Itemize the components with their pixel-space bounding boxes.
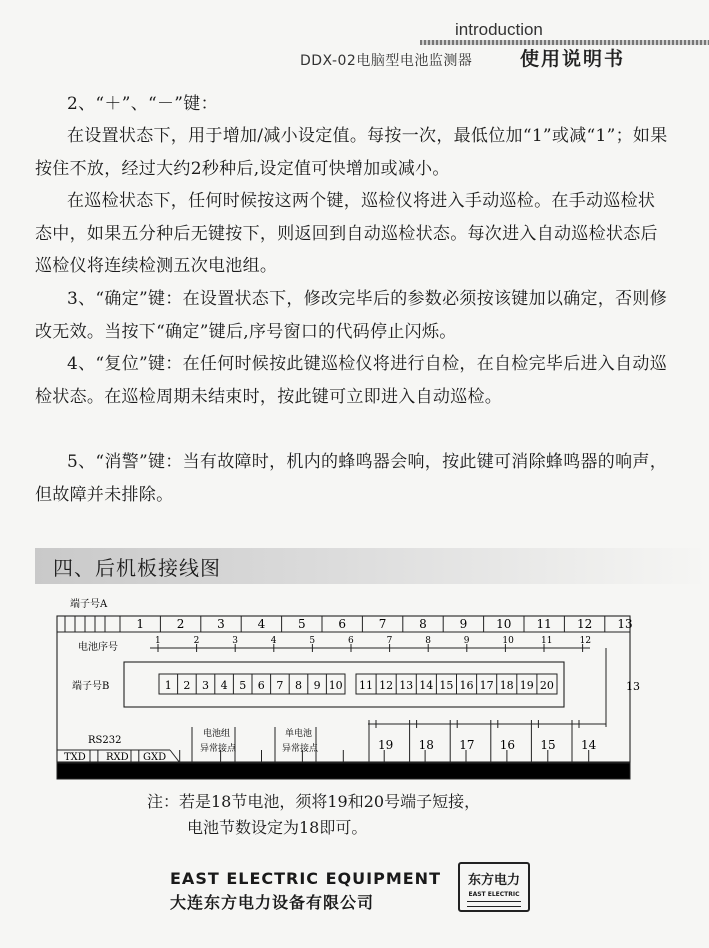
terminal-bottom-number: 15 (560, 765, 576, 779)
terminal-bottom-number: 25 (151, 765, 167, 779)
lower-battery-number: 16 (499, 738, 516, 752)
battery-number: 7 (386, 636, 393, 646)
terminal-a-number: 11 (536, 617, 552, 631)
terminal-a-label: 端子号A (70, 599, 108, 610)
terminal-bottom-number: 23 (232, 765, 249, 779)
terminal-b-cell: 11 (359, 679, 373, 692)
terminal-bottom-number: 18 (437, 765, 453, 779)
terminal-b-cell: 12 (379, 679, 394, 692)
battery-number: 12 (579, 636, 592, 646)
lower-battery-number: 19 (378, 738, 394, 752)
logo-chinese: 东方电力 (467, 873, 520, 888)
single-fault-label-1: 单电池 (285, 729, 313, 739)
terminal-a-number: 8 (419, 617, 427, 631)
terminal-b-cell: 3 (202, 679, 209, 692)
terminal-a-number: 4 (257, 617, 266, 631)
battery-number: 8 (425, 636, 431, 646)
battery-number: 4 (270, 636, 277, 646)
logo-english: EAST ELECTRIC (468, 891, 520, 898)
terminal-b-cell: 14 (419, 679, 434, 692)
silence-key-paragraph: 5、“消警”键：当有故障时，机内的蜂鸣器会响，按此键可消除蜂鸣器的响声，但故障并未排除。 (35, 452, 667, 505)
terminal-b-cell: 16 (459, 679, 474, 692)
terminal-b-cell: 19 (519, 679, 534, 692)
terminal-a-number: 3 (217, 617, 225, 631)
header-manual-title: 使用说明书 (520, 48, 626, 70)
key-plus-minus-text: 在设置状态下，用于增加/减小设定值。每按一次，最低位加“1”或减“1”；如果按住不放，经过大约2秒种后,设定值可快增加或减小。 (35, 126, 668, 179)
patrol-paragraph: 在巡检状态下，任何时候按这两个键，巡检仪将进入手动巡检。在手动巡检状态中，如果五分种后无键按下，则返回到自动巡检状态。每次进入自动巡检状态后巡检仪将连续检测五次电池组。 (35, 191, 658, 276)
terminal-bottom-number: 24 (192, 765, 208, 779)
terminal-a-number: 1 (136, 617, 145, 631)
terminal-b-cell: 10 (328, 679, 343, 692)
lower-battery-number: 15 (540, 738, 556, 752)
terminal-b-cell: 1 (164, 679, 172, 692)
battery-number: 1 (155, 636, 161, 646)
terminal-a-number: 6 (338, 617, 347, 631)
reset-key-paragraph: 4、“复位”键：在任何时候按此键巡检仪将进行自检，在自检完毕后进入自动巡检状态。在巡检周期未结束时，按此键可立即进入自动巡检。 (35, 354, 667, 407)
terminal-b-cell: 7 (276, 679, 284, 692)
terminal-a-number: 2 (176, 617, 185, 631)
terminal-a-number: 5 (297, 617, 306, 631)
terminal-bottom-number: 20 (355, 765, 371, 779)
terminal-b-cell: 6 (257, 679, 265, 692)
company-english-name: EAST ELECTRIC EQUIPMENT (170, 869, 441, 888)
battery-number: 3 (232, 636, 238, 646)
terminal-a-number: 9 (459, 617, 468, 631)
group-fault-label-2: 异常接点 (200, 744, 237, 754)
terminal-b-cell: 15 (439, 679, 454, 692)
lower-battery-number: 14 (581, 738, 597, 752)
rxd-label: RXD (106, 752, 129, 763)
terminal-b-cell: 2 (183, 679, 191, 692)
battery-number: 6 (348, 636, 354, 646)
terminal-b-label: 端子号B (72, 681, 110, 692)
logo-stripe (467, 901, 521, 907)
single-fault-label-2: 异常接点 (282, 744, 319, 754)
terminal-b-cell: 4 (220, 679, 228, 692)
terminal-bottom-number: 26 (110, 765, 126, 779)
key-plus-minus-title: 2、“＋”、“－”键： (67, 94, 218, 114)
note-line-1: 注：若是18节电池，须将19和20号端子短接， (147, 792, 481, 811)
battery-number: 10 (502, 636, 514, 646)
terminal-bottom-number: 19 (396, 765, 412, 779)
battery-number: 5 (309, 636, 316, 646)
wiring-diagram (50, 595, 650, 789)
rs232-label: RS232 (88, 735, 122, 746)
battery-number: 9 (463, 636, 470, 646)
terminal-b-cell: 20 (539, 679, 554, 692)
terminal-bottom-number: 17 (478, 765, 494, 779)
terminal-b-cell: 17 (479, 679, 494, 692)
terminal-bottom-number: 27 (69, 765, 85, 779)
terminal-b-cell: 5 (239, 679, 247, 692)
company-logo (458, 862, 530, 912)
section-title: 四、后机板接线图 (53, 556, 221, 580)
battery-number: 11 (541, 636, 553, 646)
terminal-a-number: 10 (496, 617, 512, 631)
battery-seq-label: 电池序号 (78, 642, 118, 653)
header-model: DDX-02电脑型电池监测器 (300, 53, 473, 69)
confirm-key-paragraph: 3、“确定”键：在设置状态下，修改完毕后的参数必须按该键加以确定，否则修改无效。当按下“确定”键后,序号窗口的代码停止闪烁。 (35, 289, 667, 342)
group-fault-label-1: 电池组 (203, 729, 231, 739)
terminal-bottom-number: 21 (314, 765, 331, 779)
terminal-b-cell: 18 (499, 679, 514, 692)
txd-label: TXD (64, 752, 86, 763)
terminal-b-cell: 8 (295, 679, 302, 692)
battery-number: 2 (193, 636, 200, 646)
terminal-a-number: 12 (576, 617, 593, 631)
terminal-a-number: 13 (617, 617, 633, 631)
lower-battery-number: 18 (418, 738, 434, 752)
terminal-a-number: 7 (378, 617, 387, 631)
right-terminal-13: 13 (626, 680, 640, 693)
header-intro: introduction (455, 20, 543, 39)
gxd-label: GXD (143, 752, 167, 763)
terminal-bottom-number: 22 (273, 765, 290, 779)
terminal-b-cell: 13 (399, 679, 414, 692)
terminal-bottom-number: 16 (519, 765, 535, 779)
note-line-2: 电池节数设定为18即可。 (187, 818, 368, 837)
company-chinese-name: 大连东方电力设备有限公司 (170, 893, 375, 912)
terminal-bottom-number: 14 (601, 765, 617, 779)
lower-battery-number: 17 (459, 738, 475, 752)
terminal-b-cell: 9 (313, 679, 321, 692)
